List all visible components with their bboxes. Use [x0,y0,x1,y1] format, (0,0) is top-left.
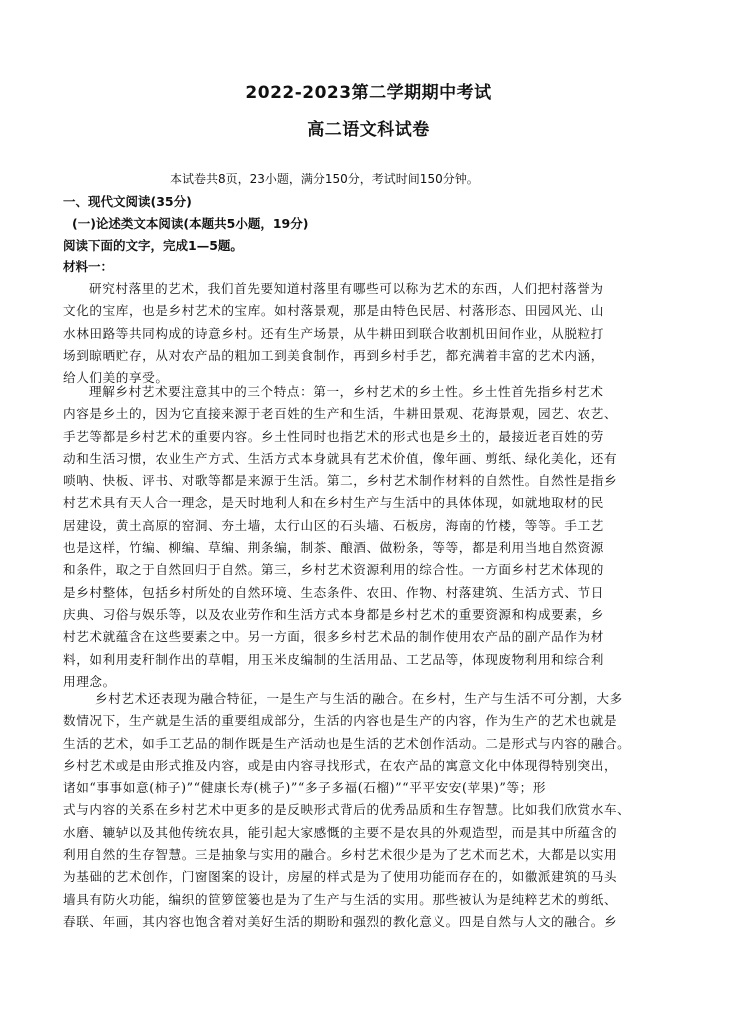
paragraph-3 [63,688,683,933]
paragraph-line: 水林田路等共同构成的诗意乡村。还有生产场景，从牛耕田到联合收割机田间作业，从脱粒打 [63,325,604,341]
paragraph-line: 乡村艺术还表现为融合特征，一是生产与生活的融合。在乡村，生产与生活不可分割，大多 [95,691,623,706]
paragraph-line: 也是这样，竹编、柳编、草编、荆条编，制茶、酿酒、做粉条，等等，都是利用当地自然资源 [63,540,604,556]
exam-title: 2022-2023第二学期期中考试 [245,83,492,103]
paragraph-line: 用理念。 [63,673,116,689]
paragraph-line: 诸如“事事如意(柿子)”“健康长寿(桃子)”“多子多福(石榴)”“平平安安(苹果)”等；形 [63,780,547,796]
paragraph-line: 水磨、辘轳以及其他传统农具，能引起大家感慨的主要不是农具的外观造型，而是其中所蕴含的 [63,824,618,840]
paragraph-1 [63,278,683,389]
paragraph-line: 唢呐、快板、评书、对歌等都是来源于生活。第二，乡村艺术制作材料的自然性。自然性是指乡 [63,473,618,489]
paragraph-line: 研究村落里的艺术，我们首先要知道村落里有哪些可以称为艺术的东西，人们把村落誉为 [89,281,604,296]
paragraph-line: 为基础的艺术创作，门窗图案的设计，房屋的样式是为了使用功能而存在的，如徽派建筑的马头 [63,869,618,885]
paragraph-line: 理解乡村艺术要注意其中的三个特点：第一，乡村艺术的乡土性。乡土性首先指乡村艺术 [89,384,604,399]
paragraph-line: 内容是乡土的，因为它直接来源于老百姓的生产和生活，牛耕田景观、花海景观，园艺、农艺、 [63,406,618,422]
section-heading-part1: 一、现代文阅读(35分) [63,194,192,209]
paragraph-line: 动和生活习惯，农业生产方式、生活方式本身就具有艺术价值，像年画、剪纸、绿化美化，还有 [63,450,618,466]
paragraph-2 [63,381,683,693]
paragraph-line: 给人们美的享受。 [63,370,169,386]
paragraph-line: 村艺术就蕴含在这些要素之中。另一方面，很多乡村艺术品的制作使用农产品的副产品作为材 [63,629,604,645]
paragraph-line: 生活的艺术，如手工艺品的制作既是生产活动也是生活的艺术创作活动。二是形式与内容的融合。 [63,735,631,751]
paragraph-line: 式与内容的关系在乡村艺术中更多的是反映形式背后的优秀品质和生存智慧。比如我们欣赏水车、 [63,802,631,818]
material-label: 材料一： [63,259,114,274]
paragraph-line: 文化的宝库，也是乡村艺术的宝库。如村落景观，那是由特色民居、村落形态、田园风光、山 [63,303,604,319]
paragraph-line: 数情况下，生产就是生活的重要组成部分，生活的内容也是生产的内容，作为生产的艺术也就是 [63,713,618,729]
paragraph-line: 居建设，黄土高原的窑洞、夯土墙，太行山区的石头墙、石板房，海南的竹楼，等等。手工艺 [63,517,604,533]
section-heading-part1-1: (一)论述类文本阅读(本题共5小题，19分) [72,216,309,231]
paragraph-line: 手艺等都是乡村艺术的重要内容。乡土性同时也指艺术的形式也是乡土的，最接近老百姓的劳 [63,428,604,444]
paragraph-line: 是乡村整体，包括乡村所处的自然环境、生态条件、农田、作物、村落建筑、生活方式、节日 [63,584,604,600]
paragraph-line: 场到晾晒贮存，从对农产品的粗加工到美食制作，再到乡村手艺，都充满着丰富的艺术内涵， [63,347,604,363]
paragraph-line: 和条件，取之于自然回归于自然。第三，乡村艺术资源利用的综合性。一方面乡村艺术体现的 [63,562,604,578]
paragraph-line: 庆典、习俗与娱乐等，以及农业劳作和生活方式本身都是乡村艺术的重要资源和构成要素，乡 [63,606,604,622]
paragraph-line: 乡村艺术或是由形式推及内容，或是由内容寻找形式，在农产品的寓意文化中体现得特别突出， [63,757,618,773]
reading-instruction: 阅读下面的文字，完成1—5题。 [63,238,243,253]
paragraph-line: 利用自然的生存智慧。三是抽象与实用的融合。乡村艺术很少是为了艺术而艺术，大都是以实用 [63,847,618,863]
paragraph-line: 料，如利用麦秆制作出的草帽，用玉米皮编制的生活用品、工艺品等，体现废物利用和综合利 [63,651,604,667]
exam-info: 本试卷共8页，23小题，满分150分，考试时间150分钟。 [170,172,479,186]
paragraph-line: 村艺术具有天人合一理念，是天时地利人和在乡村生产与生活中的具体体现，如就地取材的民 [63,495,604,511]
paragraph-line: 墙具有防火功能，编织的笸箩筐篓也是为了生产与生活的实用。那些被认为是纯粹艺术的剪纸、 [63,891,618,907]
paragraph-line: 春联、年画，其内容也饱含着对美好生活的期盼和强烈的教化意义。四是自然与人文的融合。乡 [63,913,618,929]
exam-subtitle: 高二语文科试卷 [307,120,430,140]
